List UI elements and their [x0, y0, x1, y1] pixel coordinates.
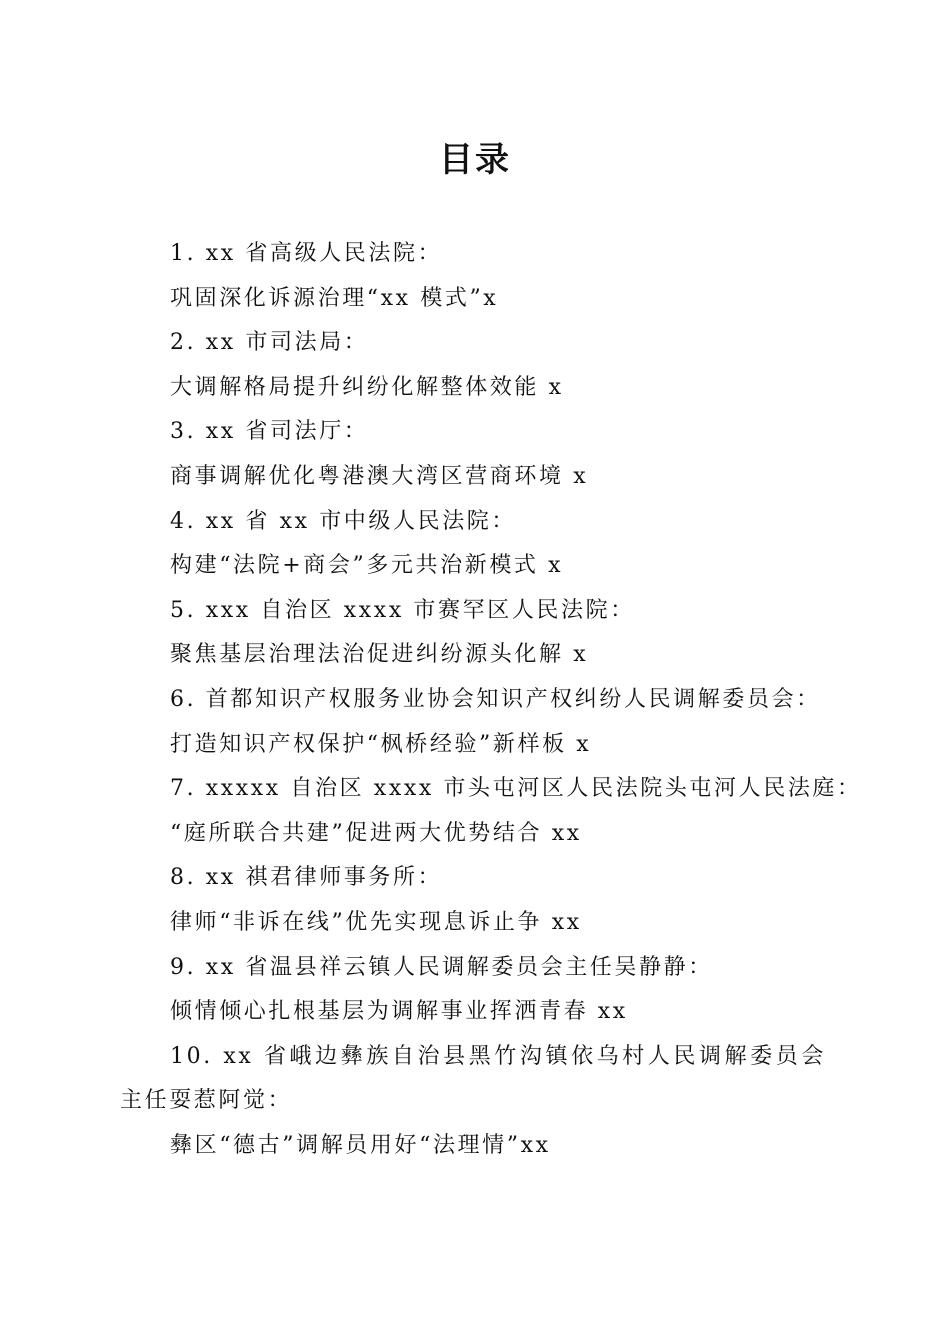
toc-entry-subtitle: 倾情倾心扎根基层为调解事业挥洒青春 xx: [170, 999, 628, 1025]
toc-entry-10: [120, 1035, 826, 1169]
toc-entry-2: [120, 321, 826, 410]
toc-entry-heading: 1. xx 省高级人民法院：: [170, 241, 443, 266]
toc-entry-heading: 9. xx 省温县祥云镇人民调解委员会主任吴静静：: [170, 954, 713, 980]
toc-entry-1: [120, 232, 826, 321]
page-title: 目录: [439, 140, 511, 180]
toc-entry-3: [120, 410, 826, 499]
toc-entry-subtitle: 律师“非诉在线”优先实现息诉止争 xx: [170, 909, 582, 935]
toc-entry-subtitle: 彝区“德古”调解员用好“法理情”xx: [170, 1132, 551, 1158]
toc-entry-5: [120, 589, 826, 678]
toc-entry-heading: 3. xx 省司法厅：: [170, 419, 369, 445]
toc-entry-subtitle: 巩固深化诉源治理“xx 模式”x: [170, 285, 499, 311]
toc-entry-heading: 7. xxxxx 自治区 xxxx 市头屯河区人民法院头屯河人民法庭：: [170, 776, 862, 802]
toc-entry-heading: 4. xx 省 xx 市中级人民法院：: [170, 508, 516, 534]
toc-entry-subtitle: 聚焦基层治理法治促进纠纷源头化解 x: [170, 642, 589, 668]
toc-entry-heading: 8. xx 祺君律师事务所：: [170, 865, 443, 891]
toc-entry-subtitle: 大调解格局提升纠纷化解整体效能 x: [170, 374, 564, 400]
toc-entry-9: [120, 946, 826, 1035]
toc-entry-4: [120, 500, 826, 589]
table-of-contents: [120, 232, 862, 1168]
toc-entry-heading: 6. 首都知识产权服务业协会知识产权纠纷人民调解委员会：: [170, 686, 821, 712]
toc-entry-7: [120, 767, 862, 856]
toc-entry-subtitle: “庭所联合共建”促进两大优势结合 xx: [170, 820, 582, 846]
toc-entry-heading: 10. xx 省峨边彝族自治县黑竹沟镇依乌村人民调解委员会主任耍惹阿觉：: [120, 1043, 826, 1114]
toc-entry-subtitle: 构建“法院+商会”多元共治新模式 x: [170, 553, 564, 579]
toc-entry-6: [120, 678, 826, 767]
toc-entry-subtitle: 打造知识产权保护“枫桥经验”新样板 x: [170, 731, 592, 757]
toc-entry-8: [120, 856, 826, 945]
toc-entry-heading: 2. xx 市司法局：: [170, 330, 369, 356]
toc-entry-heading: 5. xxx 自治区 xxxx 市赛罕区人民法院：: [170, 597, 635, 623]
toc-entry-subtitle: 商事调解优化粤港澳大湾区营商环境 x: [170, 463, 589, 489]
